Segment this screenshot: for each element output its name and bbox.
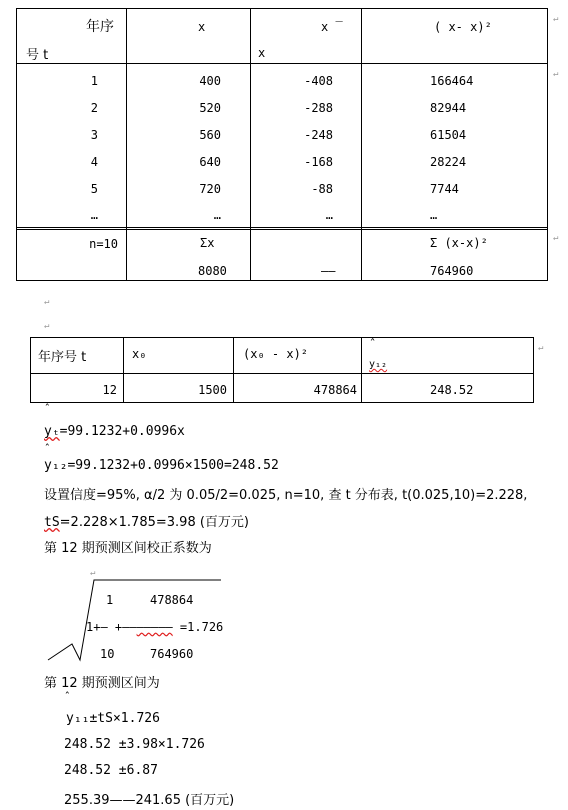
row-x: … — [213, 208, 221, 222]
table-header-divider — [30, 373, 534, 374]
header-squared: ( x- x)² — [434, 20, 492, 34]
summary-n: n=10 — [89, 237, 118, 251]
table-border-bottom — [16, 280, 548, 281]
table-border-bottom — [30, 402, 534, 403]
paragraph-mark: ↵ — [44, 297, 50, 307]
fraction-middle-result: =1.726 — [172, 620, 224, 634]
table-border-top — [16, 8, 548, 9]
ts-symbol: tS — [44, 515, 60, 530]
interval-line-1: y₁₁±tS×1.726 — [66, 711, 160, 726]
header-deviation-x: x — [258, 46, 266, 60]
confidence-text: 设置信度=95%, α/2 为 0.05/2=0.025, n=10, 查 t 分布表, t(0.025,10)=2.228, — [44, 488, 528, 503]
interval-line-4: 255.39——241.65 (百万元) — [64, 793, 235, 808]
table-header-divider — [16, 63, 548, 64]
table-divider — [250, 8, 251, 281]
table-border-left — [16, 8, 17, 281]
fraction-middle-b: ————— — [136, 620, 173, 634]
fraction-bottom-2: 764960 — [150, 647, 194, 661]
row-x: 720 — [199, 182, 221, 196]
ts-equation-body: =2.228×1.785=3.98 (百万元) — [59, 515, 249, 530]
row-x: 520 — [199, 101, 221, 115]
row-t: 5 — [90, 182, 98, 196]
paragraph-mark: ↵ — [90, 568, 96, 578]
coefficient-label: 第 12 期预测区间校正系数为 — [44, 541, 212, 556]
interval-label: 第 12 期预测区间为 — [44, 676, 160, 691]
table-divider — [16, 227, 548, 228]
row-x: 560 — [199, 128, 221, 142]
row-t: 2 — [90, 101, 98, 115]
hat-symbol: ˆ — [44, 402, 51, 415]
regression-equation — [44, 424, 185, 439]
regression-equation-body: =99.1232+0.0996x — [59, 424, 185, 439]
table-divider — [361, 337, 362, 403]
header-deviation: x ‾ — [321, 20, 343, 34]
summary-sum-sq-label: Σ (x-x)² — [430, 236, 488, 250]
row-y: 248.52 — [430, 383, 474, 397]
paragraph-mark: ↵ — [553, 233, 559, 243]
header-t: 号 t — [26, 48, 49, 63]
row-t: 1 — [90, 74, 98, 88]
row-t: 12 — [102, 383, 117, 397]
row-deviation: -408 — [304, 74, 333, 88]
prediction-equation: y₁₂=99.1232+0.0996×1500=248.52 — [44, 458, 279, 473]
header-year: 年序 — [86, 19, 114, 35]
summary-sum-x-label: Σx — [200, 236, 215, 250]
row-deviation: -168 — [304, 155, 333, 169]
header-x: x — [198, 20, 206, 34]
header-year-t: 年序号 t — [38, 350, 87, 365]
row-sq: 478864 — [313, 383, 357, 397]
row-squared: … — [430, 208, 438, 222]
statistics-table — [16, 8, 548, 281]
table-border-right — [547, 8, 548, 281]
row-deviation: -248 — [304, 128, 333, 142]
row-x: 640 — [199, 155, 221, 169]
fraction-top-2: 478864 — [150, 593, 194, 607]
summary-sum-sq: 764960 — [430, 264, 474, 278]
table-divider — [16, 229, 548, 230]
row-squared: 82944 — [430, 101, 467, 115]
row-squared: 166464 — [430, 74, 474, 88]
row-deviation: -288 — [304, 101, 333, 115]
y-t-symbol: yₜ — [44, 424, 60, 439]
row-deviation: … — [325, 208, 333, 222]
header-x0-deviation-sq: (x₀ - x)² — [243, 347, 309, 361]
header-hat: ˆ — [369, 337, 377, 351]
paragraph-mark: ↵ — [44, 321, 50, 331]
fraction-top-1: 1 — [106, 593, 114, 607]
row-deviation: -88 — [311, 182, 333, 196]
prediction-table — [30, 337, 534, 403]
row-t: 3 — [90, 128, 98, 142]
paragraph-mark: ↵ — [553, 69, 559, 79]
row-squared: 28224 — [430, 155, 467, 169]
table-divider — [361, 8, 362, 281]
header-x0: x₀ — [132, 347, 147, 361]
fraction-bottom-1: 10 — [100, 647, 115, 661]
row-squared: 61504 — [430, 128, 467, 142]
fraction-middle — [86, 620, 223, 634]
summary-sum-x: 8080 — [198, 264, 227, 278]
row-squared: 7744 — [430, 182, 459, 196]
table-border-right — [533, 337, 534, 403]
hat-symbol: ˆ — [44, 442, 51, 455]
row-t: 4 — [90, 155, 98, 169]
paragraph-mark: ↵ — [538, 343, 544, 353]
table-divider — [126, 8, 127, 281]
summary-dev-dash: —— — [321, 264, 336, 278]
row-x: 400 — [199, 74, 221, 88]
ts-equation — [44, 511, 249, 530]
hat-symbol: ˆ — [64, 690, 71, 703]
row-x0: 1500 — [198, 383, 227, 397]
table-border-top — [30, 337, 534, 338]
paragraph-mark: ↵ — [553, 14, 559, 24]
interval-line-2: 248.52 ±3.98×1.726 — [64, 737, 205, 752]
row-t: … — [90, 208, 98, 222]
fraction-middle-a: 1+— +—— — [86, 620, 137, 634]
interval-line-3: 248.52 ±6.87 — [64, 763, 158, 778]
header-y12: y₁₂ — [369, 359, 388, 370]
